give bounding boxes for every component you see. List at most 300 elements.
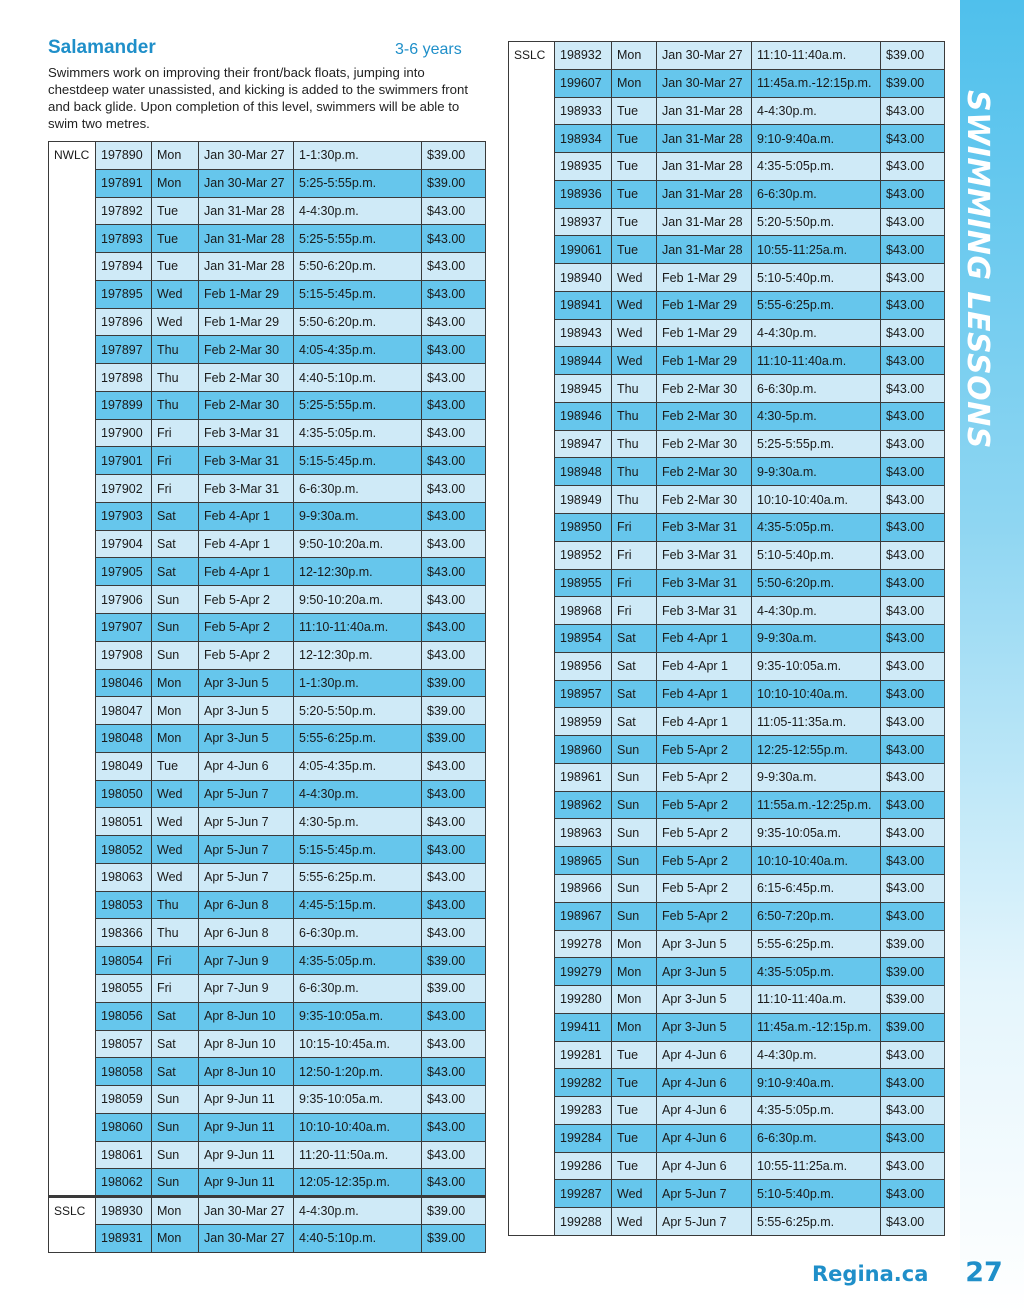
time-cell: 10:10-10:40a.m.: [752, 680, 881, 708]
day-cell: Sat: [152, 1058, 199, 1086]
time-cell: 1-1:30p.m.: [294, 142, 422, 170]
time-cell: 6-6:30p.m.: [294, 974, 422, 1002]
course-code-cell: 197890: [96, 142, 152, 170]
day-cell: Fri: [152, 447, 199, 475]
table-row: [509, 958, 945, 986]
day-cell: Fri: [152, 974, 199, 1002]
time-cell: 5:55-6:25p.m.: [752, 291, 881, 319]
table-row: [49, 336, 486, 364]
fee-cell: $43.00: [881, 652, 945, 680]
time-cell: 4-4:30p.m.: [752, 1041, 881, 1069]
course-code-cell: 198050: [96, 780, 152, 808]
date-range-cell: Apr 7-Jun 9: [199, 974, 294, 1002]
time-cell: 4:45-5:15p.m.: [294, 891, 422, 919]
date-range-cell: Feb 2-Mar 30: [657, 486, 752, 514]
fee-cell: $39.00: [881, 930, 945, 958]
course-code-cell: 198945: [555, 375, 612, 403]
fee-cell: $43.00: [422, 1113, 486, 1141]
date-range-cell: Jan 30-Mar 27: [657, 69, 752, 97]
fee-cell: $43.00: [881, 736, 945, 764]
fee-cell: $43.00: [422, 752, 486, 780]
fee-cell: $43.00: [881, 1069, 945, 1097]
time-cell: 4:35-5:05p.m.: [294, 419, 422, 447]
table-row: [509, 1097, 945, 1125]
date-range-cell: Jan 31-Mar 28: [657, 125, 752, 153]
date-range-cell: Apr 3-Jun 5: [657, 986, 752, 1014]
time-cell: 4-4:30p.m.: [752, 597, 881, 625]
table-row: [49, 1113, 486, 1141]
day-cell: Sat: [152, 558, 199, 586]
table-row: [509, 763, 945, 791]
fee-cell: $43.00: [881, 847, 945, 875]
date-range-cell: Apr 3-Jun 5: [657, 958, 752, 986]
course-code-cell: 199286: [555, 1152, 612, 1180]
fee-cell: $43.00: [422, 808, 486, 836]
time-cell: 4:40-5:10p.m.: [294, 1224, 422, 1252]
day-cell: Mon: [612, 69, 657, 97]
date-range-cell: Apr 7-Jun 9: [199, 947, 294, 975]
course-code-cell: 198944: [555, 347, 612, 375]
table-row: [509, 514, 945, 542]
table-row: [49, 391, 486, 419]
time-cell: 6:15-6:45p.m.: [752, 874, 881, 902]
fee-cell: $43.00: [422, 1030, 486, 1058]
date-range-cell: Feb 1-Mar 29: [657, 291, 752, 319]
time-cell: 11:10-11:40a.m.: [294, 614, 422, 642]
date-range-cell: Jan 31-Mar 28: [657, 97, 752, 125]
table-row: [49, 891, 486, 919]
day-cell: Sat: [612, 680, 657, 708]
fee-cell: $39.00: [422, 1224, 486, 1252]
date-range-cell: Jan 31-Mar 28: [657, 180, 752, 208]
fee-cell: $43.00: [422, 364, 486, 392]
time-cell: 5:15-5:45p.m.: [294, 836, 422, 864]
table-row: [509, 625, 945, 653]
course-code-cell: 198968: [555, 597, 612, 625]
course-code-cell: 199282: [555, 1069, 612, 1097]
fee-cell: $43.00: [881, 486, 945, 514]
time-cell: 5:20-5:50p.m.: [752, 208, 881, 236]
date-range-cell: Apr 8-Jun 10: [199, 1030, 294, 1058]
course-code-cell: 199411: [555, 1013, 612, 1041]
course-code-cell: 198053: [96, 891, 152, 919]
time-cell: 10:15-10:45a.m.: [294, 1030, 422, 1058]
time-cell: 5:25-5:55p.m.: [294, 225, 422, 253]
table-row: [49, 808, 486, 836]
fee-cell: $43.00: [422, 280, 486, 308]
location-cell: SSLC: [49, 1197, 96, 1253]
date-range-cell: Feb 1-Mar 29: [657, 347, 752, 375]
time-cell: 9:10-9:40a.m.: [752, 1069, 881, 1097]
date-range-cell: Feb 4-Apr 1: [657, 625, 752, 653]
table-row: [49, 1058, 486, 1086]
table-row: [509, 819, 945, 847]
date-range-cell: Apr 4-Jun 6: [657, 1069, 752, 1097]
time-cell: 6-6:30p.m.: [752, 375, 881, 403]
table-row: [509, 1069, 945, 1097]
date-range-cell: Apr 4-Jun 6: [199, 752, 294, 780]
table-row: [509, 69, 945, 97]
course-code-cell: 198047: [96, 697, 152, 725]
time-cell: 6-6:30p.m.: [752, 180, 881, 208]
day-cell: Tue: [612, 208, 657, 236]
day-cell: Wed: [152, 808, 199, 836]
course-code-cell: 199283: [555, 1097, 612, 1125]
time-cell: 11:55a.m.-12:25p.m.: [752, 791, 881, 819]
fee-cell: $43.00: [422, 863, 486, 891]
time-cell: 6-6:30p.m.: [752, 1124, 881, 1152]
day-cell: Mon: [612, 986, 657, 1014]
course-code-cell: 198952: [555, 541, 612, 569]
table-row: [49, 530, 486, 558]
day-cell: Fri: [612, 569, 657, 597]
course-code-cell: 197899: [96, 391, 152, 419]
fee-cell: $39.00: [881, 986, 945, 1014]
date-range-cell: Feb 4-Apr 1: [199, 502, 294, 530]
date-range-cell: Apr 6-Jun 8: [199, 919, 294, 947]
course-code-cell: 198943: [555, 319, 612, 347]
table-row: [49, 1030, 486, 1058]
day-cell: Fri: [152, 419, 199, 447]
website-link[interactable]: Regina.ca: [812, 1262, 929, 1286]
date-range-cell: Apr 3-Jun 5: [657, 930, 752, 958]
time-cell: 9:10-9:40a.m.: [752, 125, 881, 153]
table-row: [49, 752, 486, 780]
time-cell: 6-6:30p.m.: [294, 919, 422, 947]
location-cell: NWLC: [49, 142, 96, 1197]
day-cell: Sun: [612, 874, 657, 902]
fee-cell: $43.00: [881, 1097, 945, 1125]
time-cell: 11:45a.m.-12:15p.m.: [752, 69, 881, 97]
day-cell: Fri: [152, 947, 199, 975]
date-range-cell: Feb 1-Mar 29: [657, 319, 752, 347]
day-cell: Tue: [152, 253, 199, 281]
fee-cell: $39.00: [422, 169, 486, 197]
time-cell: 6:50-7:20p.m.: [752, 902, 881, 930]
day-cell: Thu: [152, 336, 199, 364]
course-code-cell: 197901: [96, 447, 152, 475]
table-row: [509, 402, 945, 430]
day-cell: Sun: [612, 847, 657, 875]
course-code-cell: 198955: [555, 569, 612, 597]
time-cell: 4:35-5:05p.m.: [752, 514, 881, 542]
course-code-cell: 199287: [555, 1180, 612, 1208]
table-row: [49, 558, 486, 586]
table-row: [509, 236, 945, 264]
time-cell: 5:20-5:50p.m.: [294, 697, 422, 725]
course-code-cell: 198046: [96, 669, 152, 697]
course-code-cell: 197895: [96, 280, 152, 308]
course-code-cell: 198052: [96, 836, 152, 864]
course-code-cell: 198967: [555, 902, 612, 930]
fee-cell: $43.00: [881, 541, 945, 569]
day-cell: Sun: [152, 1141, 199, 1169]
table-row: [49, 586, 486, 614]
day-cell: Wed: [612, 291, 657, 319]
course-code-cell: 197905: [96, 558, 152, 586]
table-row: [509, 930, 945, 958]
day-cell: Wed: [152, 280, 199, 308]
course-code-cell: 198058: [96, 1058, 152, 1086]
day-cell: Mon: [152, 725, 199, 753]
table-row: [49, 1086, 486, 1114]
fee-cell: $43.00: [422, 530, 486, 558]
day-cell: Mon: [152, 1197, 199, 1225]
date-range-cell: Feb 2-Mar 30: [657, 430, 752, 458]
fee-cell: $39.00: [881, 69, 945, 97]
fee-cell: $43.00: [881, 1124, 945, 1152]
course-code-cell: 198946: [555, 402, 612, 430]
time-cell: 5:55-6:25p.m.: [294, 863, 422, 891]
fee-cell: $43.00: [881, 625, 945, 653]
date-range-cell: Apr 9-Jun 11: [199, 1113, 294, 1141]
date-range-cell: Apr 9-Jun 11: [199, 1169, 294, 1197]
course-code-cell: 199279: [555, 958, 612, 986]
table-row: [509, 486, 945, 514]
table-row: [509, 208, 945, 236]
course-code-cell: 197892: [96, 197, 152, 225]
table-row: [509, 153, 945, 181]
table-row: [49, 947, 486, 975]
time-cell: 5:25-5:55p.m.: [294, 169, 422, 197]
table-row: [49, 780, 486, 808]
course-code-cell: 198962: [555, 791, 612, 819]
day-cell: Sun: [152, 1169, 199, 1197]
date-range-cell: Feb 3-Mar 31: [199, 447, 294, 475]
table-row: [509, 986, 945, 1014]
time-cell: 1-1:30p.m.: [294, 669, 422, 697]
date-range-cell: Feb 2-Mar 30: [657, 375, 752, 403]
course-code-cell: 198059: [96, 1086, 152, 1114]
time-cell: 4:05-4:35p.m.: [294, 752, 422, 780]
table-row: [509, 1208, 945, 1236]
course-code-cell: 198056: [96, 1002, 152, 1030]
day-cell: Tue: [612, 1124, 657, 1152]
fee-cell: $43.00: [881, 1041, 945, 1069]
day-cell: Thu: [152, 391, 199, 419]
time-cell: 10:55-11:25a.m.: [752, 236, 881, 264]
level-title: Salamander: [48, 37, 156, 58]
table-row: [49, 142, 486, 170]
day-cell: Mon: [152, 1224, 199, 1252]
course-code-cell: 198954: [555, 625, 612, 653]
course-code-cell: 198366: [96, 919, 152, 947]
day-cell: Sun: [152, 1113, 199, 1141]
table-row: [49, 1141, 486, 1169]
date-range-cell: Feb 2-Mar 30: [199, 336, 294, 364]
table-row: [509, 291, 945, 319]
day-cell: Sat: [152, 530, 199, 558]
time-cell: 12-12:30p.m.: [294, 641, 422, 669]
date-range-cell: Jan 31-Mar 28: [657, 208, 752, 236]
date-range-cell: Feb 3-Mar 31: [657, 569, 752, 597]
date-range-cell: Apr 4-Jun 6: [657, 1041, 752, 1069]
course-code-cell: 199288: [555, 1208, 612, 1236]
day-cell: Sun: [612, 902, 657, 930]
day-cell: Mon: [612, 958, 657, 986]
fee-cell: $43.00: [881, 347, 945, 375]
date-range-cell: Apr 3-Jun 5: [199, 725, 294, 753]
fee-cell: $39.00: [881, 42, 945, 70]
course-code-cell: 199284: [555, 1124, 612, 1152]
course-code-cell: 198049: [96, 752, 152, 780]
table-row: [49, 974, 486, 1002]
time-cell: 9-9:30a.m.: [294, 502, 422, 530]
fee-cell: $39.00: [881, 958, 945, 986]
date-range-cell: Feb 4-Apr 1: [657, 680, 752, 708]
fee-cell: $43.00: [881, 1208, 945, 1236]
date-range-cell: Feb 3-Mar 31: [657, 514, 752, 542]
course-code-cell: 197896: [96, 308, 152, 336]
table-row: [509, 430, 945, 458]
lesson-table-left: [48, 141, 486, 1253]
day-cell: Sat: [152, 502, 199, 530]
fee-cell: $43.00: [422, 1002, 486, 1030]
table-row: [49, 197, 486, 225]
course-code-cell: 197903: [96, 502, 152, 530]
fee-cell: $43.00: [881, 236, 945, 264]
day-cell: Thu: [612, 486, 657, 514]
date-range-cell: Apr 5-Jun 7: [199, 808, 294, 836]
course-code-cell: 198051: [96, 808, 152, 836]
course-code-cell: 198937: [555, 208, 612, 236]
table-row: [49, 697, 486, 725]
table-row: [509, 97, 945, 125]
time-cell: 5:55-6:25p.m.: [294, 725, 422, 753]
time-cell: 4-4:30p.m.: [294, 780, 422, 808]
table-row: [509, 902, 945, 930]
fee-cell: $39.00: [881, 1013, 945, 1041]
day-cell: Tue: [612, 97, 657, 125]
date-range-cell: Apr 5-Jun 7: [657, 1180, 752, 1208]
date-range-cell: Feb 3-Mar 31: [657, 541, 752, 569]
date-range-cell: Feb 5-Apr 2: [657, 791, 752, 819]
table-row: [509, 652, 945, 680]
day-cell: Tue: [612, 236, 657, 264]
fee-cell: $43.00: [881, 125, 945, 153]
time-cell: 12:50-1:20p.m.: [294, 1058, 422, 1086]
fee-cell: $43.00: [422, 1169, 486, 1197]
table-row: [509, 458, 945, 486]
table-row: [509, 541, 945, 569]
time-cell: 4-4:30p.m.: [752, 97, 881, 125]
fee-cell: $43.00: [422, 447, 486, 475]
day-cell: Wed: [152, 836, 199, 864]
lesson-table-right: [508, 41, 945, 1236]
fee-cell: $43.00: [881, 1152, 945, 1180]
day-cell: Wed: [152, 780, 199, 808]
day-cell: Thu: [612, 458, 657, 486]
date-range-cell: Apr 5-Jun 7: [199, 836, 294, 864]
course-code-cell: 198062: [96, 1169, 152, 1197]
level-age-range: 3-6 years: [395, 41, 462, 58]
course-code-cell: 199061: [555, 236, 612, 264]
day-cell: Sun: [612, 819, 657, 847]
fee-cell: $39.00: [422, 697, 486, 725]
fee-cell: $43.00: [881, 319, 945, 347]
date-range-cell: Feb 1-Mar 29: [657, 264, 752, 292]
course-code-cell: 197898: [96, 364, 152, 392]
fee-cell: $43.00: [422, 641, 486, 669]
time-cell: 9:35-10:05a.m.: [294, 1086, 422, 1114]
table-row: [509, 569, 945, 597]
time-cell: 5:10-5:40p.m.: [752, 1180, 881, 1208]
day-cell: Thu: [152, 891, 199, 919]
table-row: [509, 1041, 945, 1069]
day-cell: Thu: [152, 919, 199, 947]
date-range-cell: Feb 4-Apr 1: [657, 652, 752, 680]
date-range-cell: Feb 5-Apr 2: [199, 614, 294, 642]
date-range-cell: Feb 3-Mar 31: [199, 419, 294, 447]
time-cell: 5:25-5:55p.m.: [294, 391, 422, 419]
day-cell: Tue: [612, 153, 657, 181]
course-code-cell: 198956: [555, 652, 612, 680]
course-code-cell: 197891: [96, 169, 152, 197]
table-row: [49, 502, 486, 530]
course-code-cell: 197900: [96, 419, 152, 447]
day-cell: Sun: [152, 1086, 199, 1114]
course-code-cell: 198935: [555, 153, 612, 181]
course-code-cell: 199280: [555, 986, 612, 1014]
date-range-cell: Jan 30-Mar 27: [199, 1224, 294, 1252]
day-cell: Fri: [612, 541, 657, 569]
day-cell: Mon: [152, 669, 199, 697]
fee-cell: $43.00: [881, 680, 945, 708]
course-code-cell: 197908: [96, 641, 152, 669]
fee-cell: $43.00: [422, 197, 486, 225]
fee-cell: $43.00: [881, 458, 945, 486]
fee-cell: $43.00: [422, 1058, 486, 1086]
course-code-cell: 198060: [96, 1113, 152, 1141]
date-range-cell: Apr 3-Jun 5: [199, 697, 294, 725]
day-cell: Wed: [612, 1180, 657, 1208]
time-cell: 9:35-10:05a.m.: [294, 1002, 422, 1030]
day-cell: Wed: [612, 1208, 657, 1236]
date-range-cell: Jan 30-Mar 27: [657, 42, 752, 70]
course-code-cell: 198933: [555, 97, 612, 125]
date-range-cell: Feb 1-Mar 29: [199, 308, 294, 336]
time-cell: 5:10-5:40p.m.: [752, 264, 881, 292]
table-row: [49, 1169, 486, 1197]
course-code-cell: 197902: [96, 475, 152, 503]
time-cell: 4:40-5:10p.m.: [294, 364, 422, 392]
day-cell: Sun: [152, 586, 199, 614]
day-cell: Sat: [612, 625, 657, 653]
section-title: SWIMMING LESSONS: [960, 90, 995, 449]
date-range-cell: Jan 31-Mar 28: [657, 153, 752, 181]
day-cell: Tue: [612, 1041, 657, 1069]
table-row: [509, 1180, 945, 1208]
course-code-cell: 198940: [555, 264, 612, 292]
day-cell: Wed: [152, 863, 199, 891]
date-range-cell: Apr 5-Jun 7: [657, 1208, 752, 1236]
course-code-cell: 199607: [555, 69, 612, 97]
fee-cell: $43.00: [881, 1180, 945, 1208]
date-range-cell: Jan 30-Mar 27: [199, 142, 294, 170]
time-cell: 4:35-5:05p.m.: [294, 947, 422, 975]
fee-cell: $43.00: [881, 902, 945, 930]
course-code-cell: 198957: [555, 680, 612, 708]
date-range-cell: Feb 5-Apr 2: [657, 847, 752, 875]
time-cell: 4-4:30p.m.: [294, 197, 422, 225]
course-code-cell: 198961: [555, 763, 612, 791]
table-row: [49, 169, 486, 197]
day-cell: Tue: [612, 1152, 657, 1180]
time-cell: 11:05-11:35a.m.: [752, 708, 881, 736]
table-row: [49, 836, 486, 864]
date-range-cell: Apr 5-Jun 7: [199, 780, 294, 808]
table-row: [509, 847, 945, 875]
